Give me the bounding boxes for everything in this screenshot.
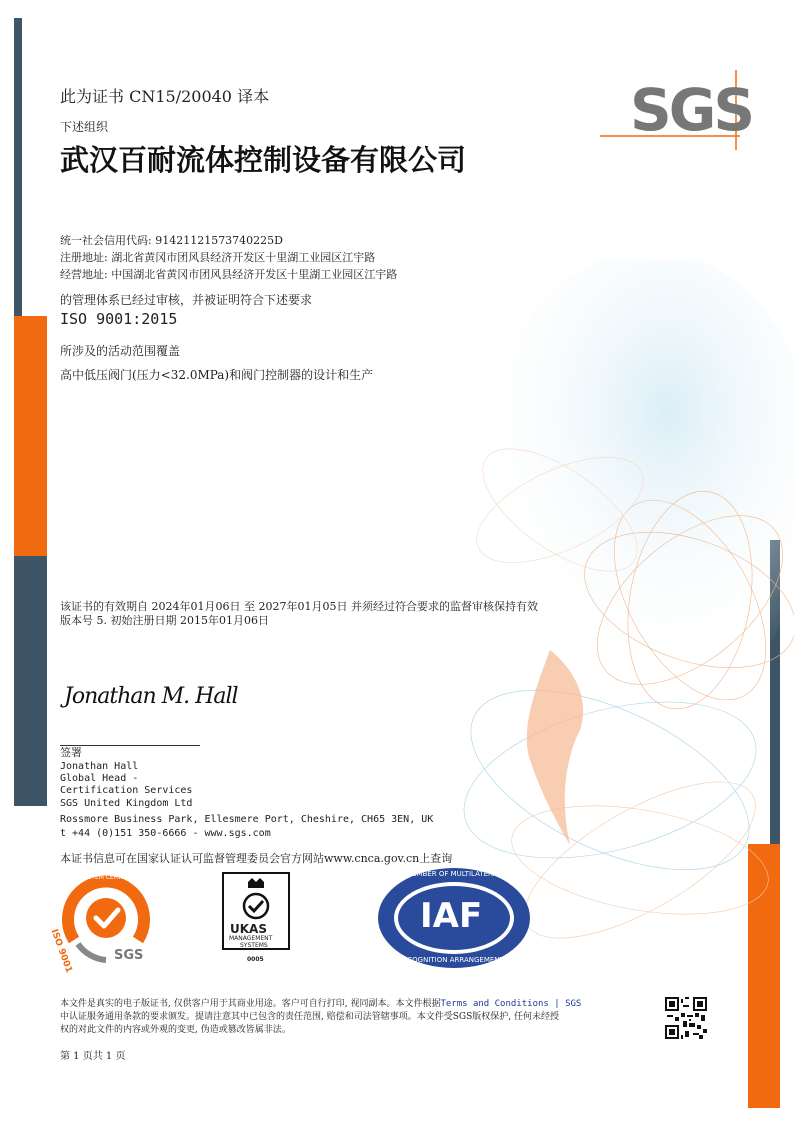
footer-line-1 [60,996,581,1009]
iaf-ring-bottom: RECOGNITION ARRANGEMENT [398,956,504,964]
left-slate-bar-bottom [14,556,47,806]
signature-label: 签署 [60,746,82,759]
badge-sgs-text: SGS [114,948,144,963]
handwritten-signature: Jonathan M. Hall [64,684,238,709]
scope-text: 高中低压阀门(压力<32.0MPa)和阀门控制器的设计和生产 [60,368,374,382]
iaf-wordmark: IAF [420,896,483,936]
issuer-address: Rossmore Business Park, Ellesmere Port, Cheshire, CH65 3EN, UK [60,814,434,825]
terms-and-conditions-link[interactable]: Terms and Conditions | SGS [440,999,582,1009]
iaf-mla-logo [376,866,532,970]
standard-name: ISO 9001:2015 [60,310,178,328]
organization-intro: 下述组织 [60,120,109,134]
standard-intro: 的管理体系已经过审核，并被证明符合下述要求 [60,293,313,307]
ukas-sub-2: SYSTEMS [240,942,268,949]
scope-intro: 所涉及的活动范围覆盖 [60,344,181,358]
company-name: 武汉百耐流体控制设备有限公司 [60,143,467,177]
sgs-system-certification-badge [48,870,156,975]
cnca-verification-note: 本证书信息可在国家认证认可监督管理委员会官方网站www.cnca.gov.cn上查询 [60,852,453,865]
left-orange-bar [14,316,47,556]
page-number: 第 1 页共 1 页 [60,1051,126,1062]
business-address: 经营地址: 中国湖北省黄冈市团风县经济开发区十里湖工业园区江宇路 [60,268,398,281]
verification-qr-code[interactable] [665,997,707,1039]
badge-iso-text: ISO 9001 [48,928,74,975]
footer-line-3: 权的对此文件的内容或外观的变更, 伪造或篡改皆属非法。 [60,1025,291,1035]
signatory-name: Jonathan Hall [60,761,139,772]
ukas-number: 0005 [247,956,264,963]
footer-line-2: 中认证服务通用条款的要求颁发。提请注意其中已包含的责任范围, 赔偿和司法管辖事项。本文件受SGS版权保护, 任何未经授 [60,1012,559,1022]
signatory-title-2: Certification Services [60,785,193,796]
registered-address: 注册地址: 湖北省黄冈市团风县经济开发区十里湖工业园区江宇路 [60,251,376,264]
issuer-company: SGS United Kingdom Ltd [60,798,193,809]
issuer-contact: t +44 (0)151 350-6666 - www.sgs.com [60,828,271,839]
ukas-wordmark: UKAS [230,922,267,936]
left-slate-bar-top [14,18,22,316]
version-and-initial-date: 版本号 5. 初始注册日期 2015年01月06日 [60,614,269,627]
credit-code: 统一社会信用代码: 91421121573740225D [60,234,283,247]
signatory-title-1: Global Head - [60,773,139,784]
validity-period: 该证书的有效期自 2024年01月06日 至 2027年01月05日 并须经过符合要求的监督审核保持有效 [60,600,538,613]
badge-ring-text: SYSTEM CERTIFICATION [80,874,151,881]
ukas-accreditation-logo [222,872,290,964]
footer-line-1-text: 本文件是真实的电子版证书, 仅供客户用于其商业用途。客户可自行打印, 视同副本。本文件根据 [60,999,441,1009]
certificate-number-line: 此为证书 CN15/20040 译本 [60,87,270,106]
iaf-ring-top: MEMBER OF MULTILATERAL [406,870,502,878]
ukas-sub-1: MANAGEMENT [229,935,273,942]
sgs-logo-text: SGS [630,76,753,144]
